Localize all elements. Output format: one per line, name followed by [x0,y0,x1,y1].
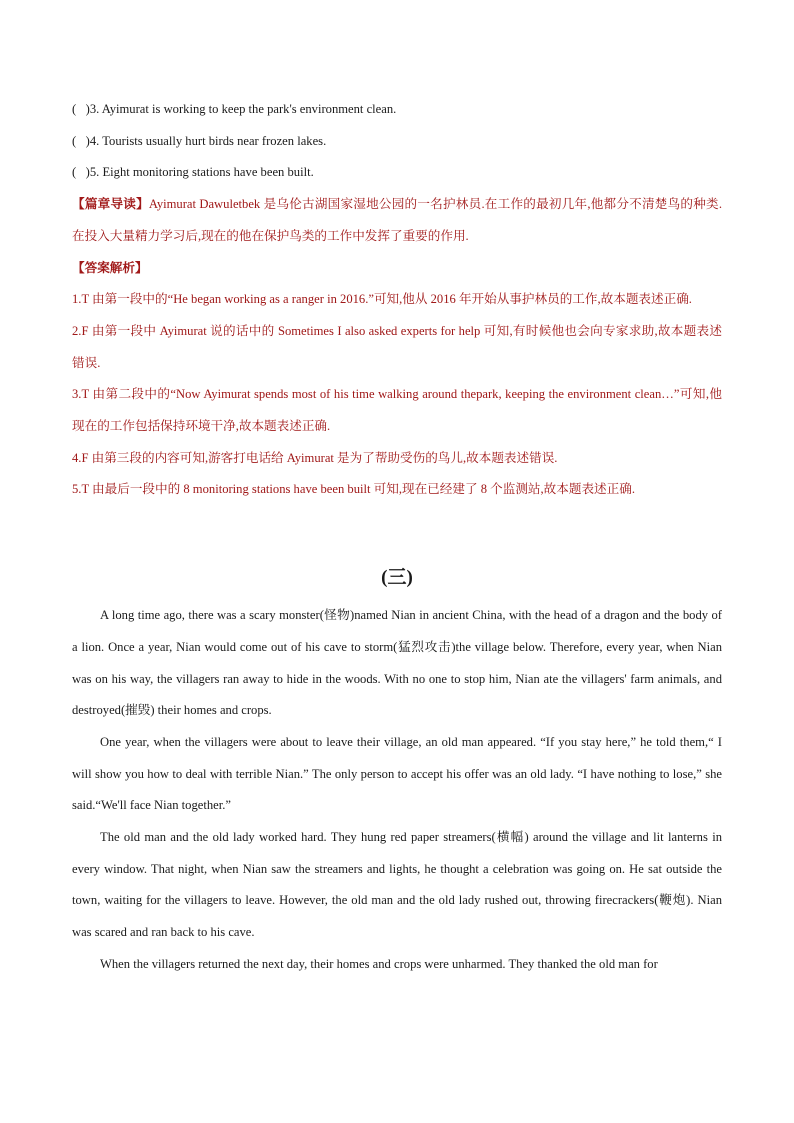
answer-blank-open[interactable]: ( [72,133,77,148]
answers-heading: 【答案解析】 [72,260,148,275]
question-item [72,126,722,158]
answer-blank-close: ) [85,133,90,148]
passage-paragraph: A long time ago, there was a scary monster(怪物)named Nian in ancient China, with the head of a dragon and the body of a lion. Once a year, Nian would come out of his cave to storm(猛烈攻击)the village below. Therefore, every year, when Nian was on his way, the villagers ran away to hide in the woods. With no one to stop him, Nian ate the villagers' farm animals, and destroyed(摧毁) their homes and crops. [72,608,722,718]
question-item [72,94,722,126]
section-title: (三) [381,567,413,589]
question-list [72,94,722,189]
answer-item: 5.T 由最后一段中的 8 monitoring stations have been built 可知,现在已经建了 8 个监测站,故本题表述正确. [72,482,635,497]
answer-item: 1.T 由第一段中的“He began working as a ranger in 2016.”可知,他从 2016 年开始从事护林员的工作,故本题表述正确. [72,292,692,307]
answer-blank-close: ) [85,165,90,180]
answer-list [72,284,722,506]
answer-item: 3.T 由第二段中的“Now Ayimurat spends most of his time walking around thepark, keeping the environment clean…”可知,他现在的工作包括保持环境干净,故本题表述正确. [72,387,722,434]
answer-blank-close: ) [85,102,90,116]
question-text: 3. Ayimurat is working to keep the park's environment clean. [89,102,397,116]
question-text: 4. Tourists usually hurt birds near frozen lakes. [89,133,327,148]
answer-item: 2.F 由第一段中 Ayimurat 说的话中的 Sometimes I also asked experts for help 可知,有时候他也会向专家求助,故本题表述错误. [72,323,722,370]
answer-blank-open[interactable]: ( [72,165,77,180]
question-text: 5. Eight monitoring stations have been built. [89,165,314,180]
reading-guide-text: Ayimurat Dawuletbek 是乌伦古湖国家湿地公园的一名护林员.在工作的最初几年,他都分不清楚鸟的种类.在投入大量精力学习后,现在的他在保护鸟类的工作中发挥了重要的作用. [72,197,722,243]
passage-paragraph: One year, when the villagers were about to leave their village, an old man appeared. “If you stay here,” he told them,“ I will show you how to deal with terrible Nian.” The only person to accept his offer was an old lady. “I have nothing to lose,” she said.“We'll face Nian together.” [72,734,722,813]
reading-guide [72,189,722,252]
document-page [72,94,722,981]
question-item [72,157,722,189]
passage-paragraph: The old man and the old lady worked hard. They hung red paper streamers(横幅) around the village and lit lanterns in every window. That night, when Nian saw the streamers and lights, he thought a celebration was going on. He sat outside the town, waiting for the villagers to leave. However, the old man and the old lady rushed out, throwing firecrackers(鞭炮). Nian was scared and ran back to his cave. [72,830,722,940]
answer-blank-open[interactable]: ( [72,102,77,116]
passage-paragraph: When the villagers returned the next day, their homes and crops were unharmed. They thanked the old man for [100,956,658,971]
reading-passage [72,600,722,980]
answer-item: 4.F 由第三段的内容可知,游客打电话给 Ayimurat 是为了帮助受伤的鸟儿,故本题表述错误. [72,450,558,465]
reading-guide-label: 【篇章导读】 [72,197,149,212]
